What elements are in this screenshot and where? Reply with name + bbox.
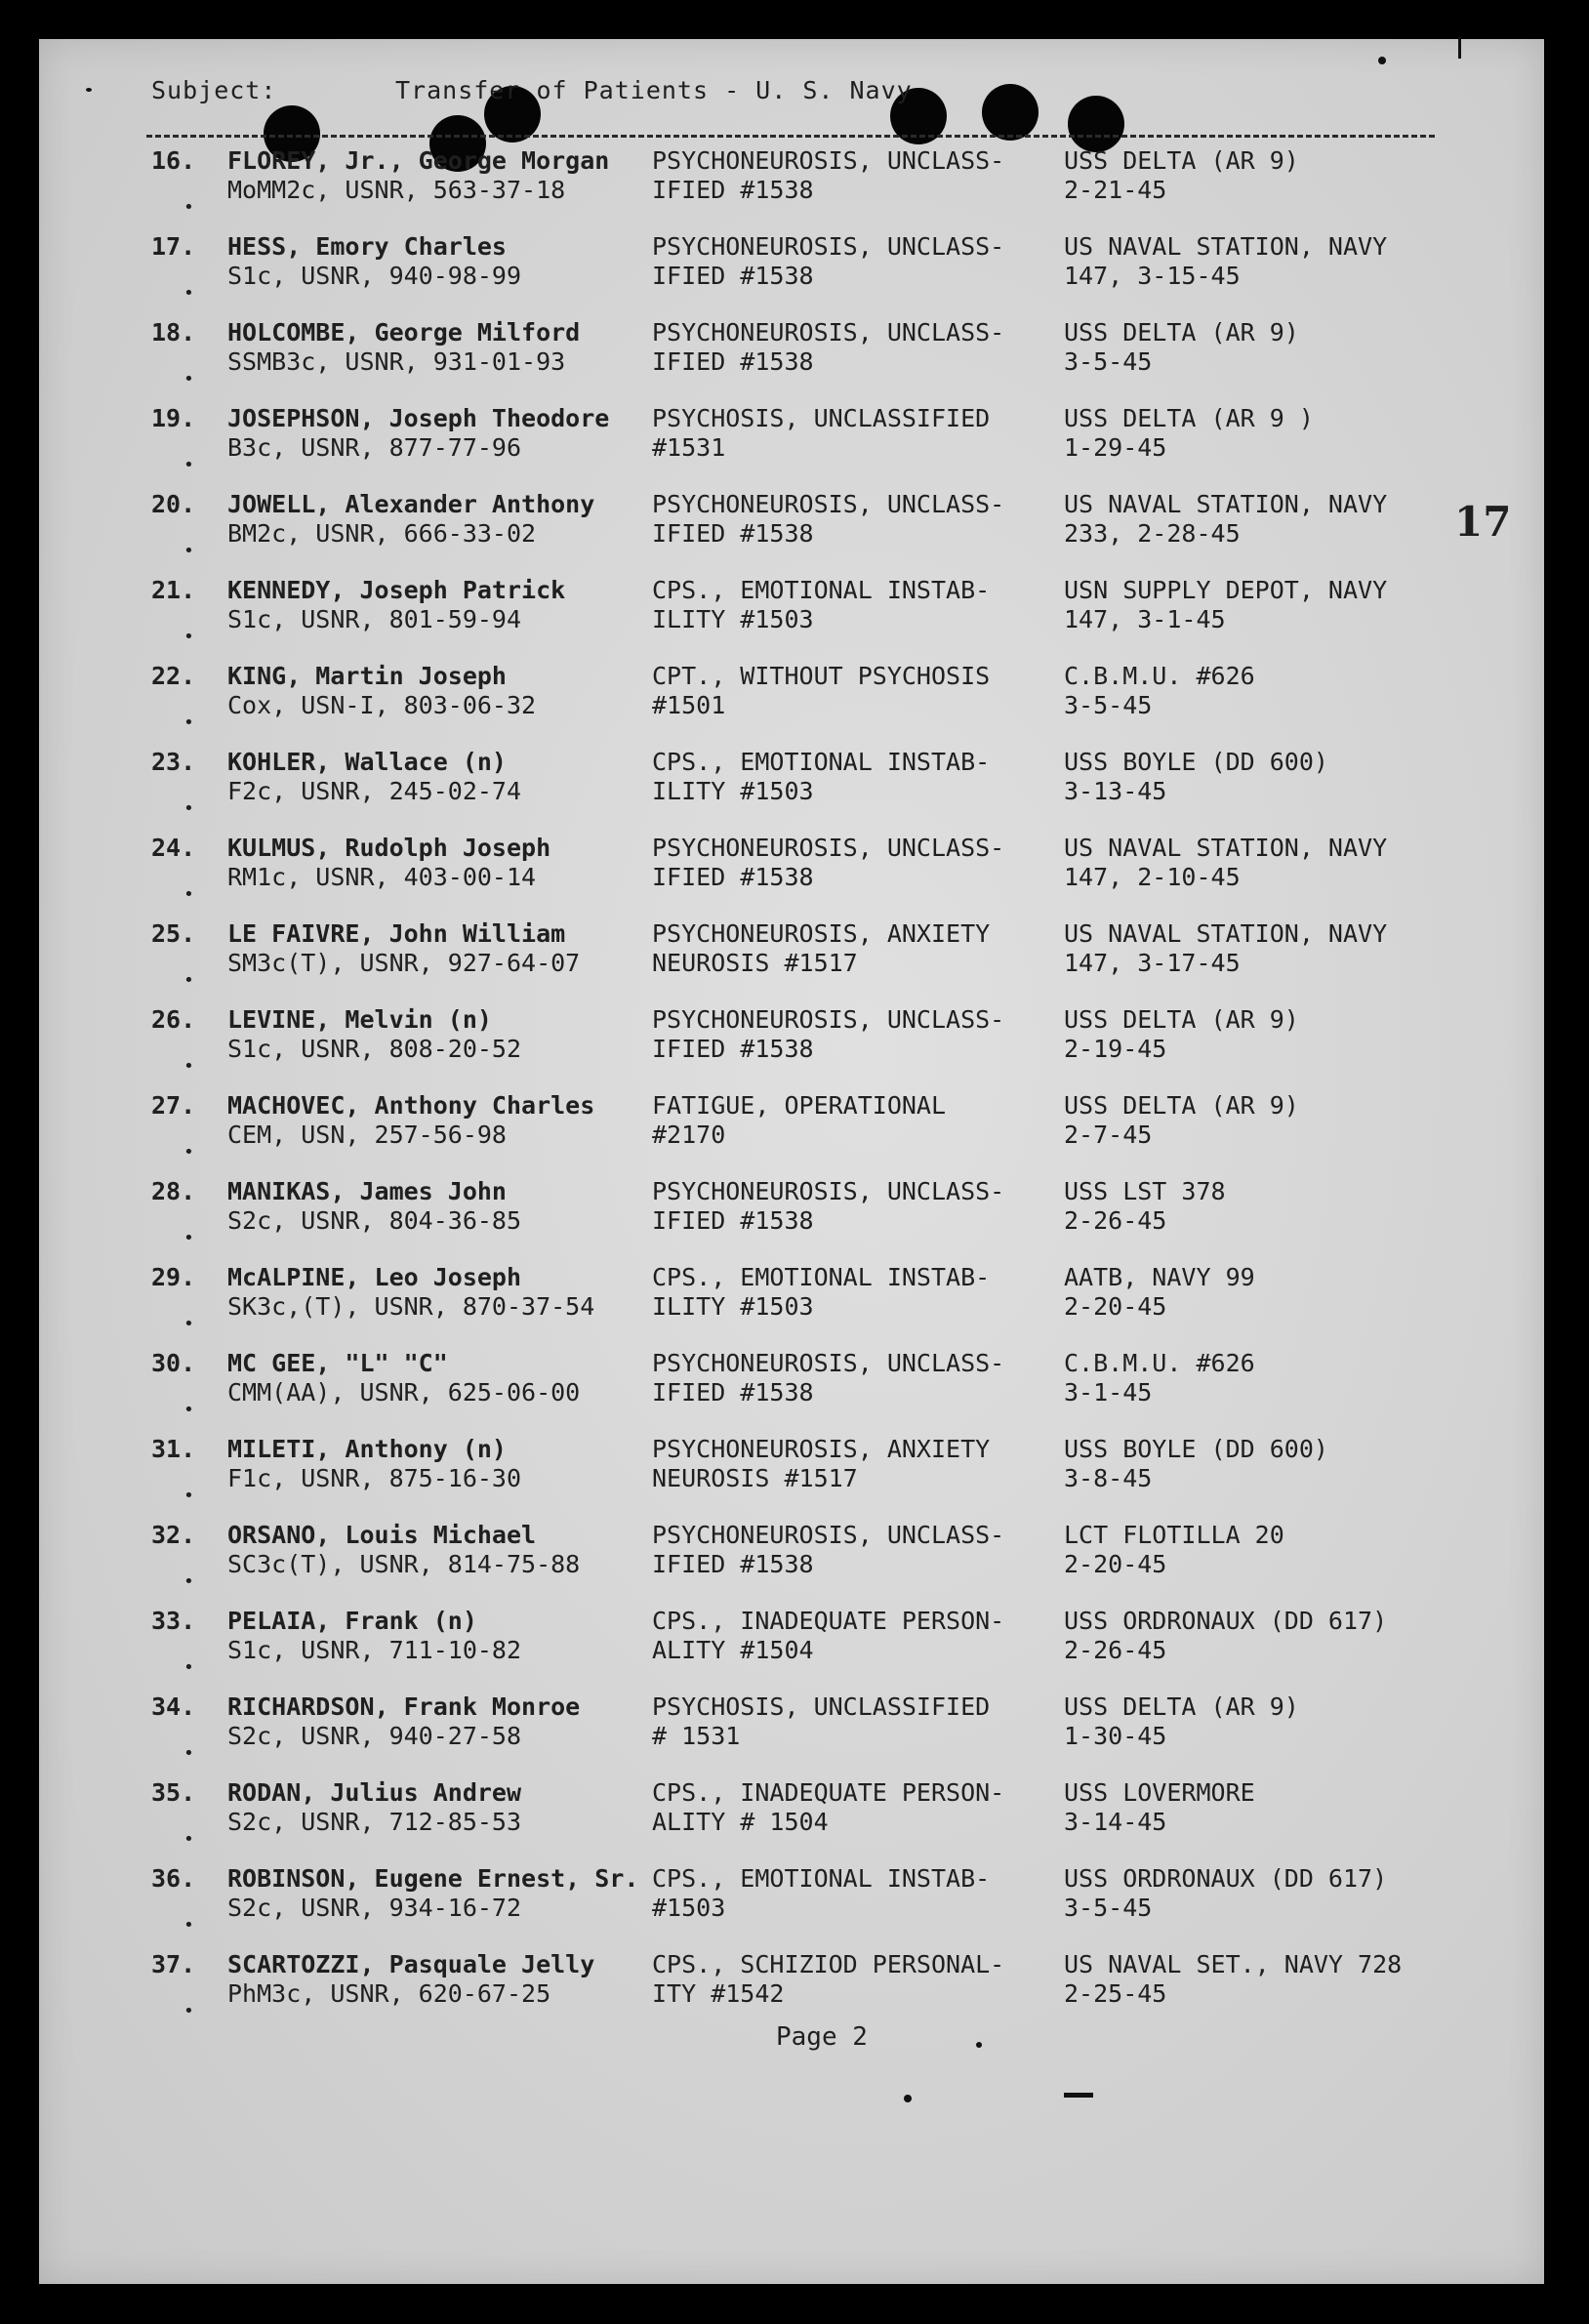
transfer-detail: 2-26-45	[1064, 1636, 1167, 1664]
diagnosis-line-1: PSYCHONEUROSIS, UNCLASS-	[652, 1349, 1005, 1377]
patient-name: KOHLER, Wallace (n)	[227, 748, 507, 776]
entry-number: 34.	[151, 1692, 196, 1721]
transfer-destination: C.B.M.U. #626	[1064, 662, 1255, 690]
patient-entry	[0, 748, 1589, 834]
entry-number: 35.	[151, 1778, 196, 1807]
entry-number: 24.	[151, 834, 196, 862]
diagnosis-line-2: IFIED #1538	[652, 176, 814, 204]
diagnosis-line-2: NEUROSIS #1517	[652, 1464, 858, 1492]
patient-name: SCARTOZZI, Pasquale Jelly	[227, 1950, 595, 1978]
transfer-detail: 3-14-45	[1064, 1808, 1167, 1836]
subject-text: Transfer of Patients - U. S. Navy	[395, 76, 913, 104]
transfer-detail: 3-5-45	[1064, 347, 1153, 376]
diagnosis-line-2: ALITY #1504	[652, 1636, 814, 1664]
diagnosis-line-1: PSYCHONEUROSIS, ANXIETY	[652, 1435, 991, 1463]
diagnosis-line-2: IFIED #1538	[652, 863, 814, 891]
entry-number: 27.	[151, 1091, 196, 1120]
diagnosis-line-1: FATIGUE, OPERATIONAL	[652, 1091, 947, 1120]
entry-number: 19.	[151, 404, 196, 432]
bullet-dot: •	[183, 197, 194, 218]
patient-entry	[0, 1864, 1589, 1950]
transfer-detail: 147, 3-15-45	[1064, 262, 1241, 290]
patient-entry	[0, 232, 1589, 318]
diagnosis-line-1: CPS., EMOTIONAL INSTAB-	[652, 1864, 991, 1893]
diagnosis-line-2: #1501	[652, 691, 726, 719]
patient-entry	[0, 1177, 1589, 1263]
transfer-destination: USS LOVERMORE	[1064, 1778, 1255, 1807]
patient-name: FLOREY, Jr., George Morgan	[227, 146, 610, 175]
entry-number: 29.	[151, 1263, 196, 1291]
diagnosis-line-2: ILITY #1503	[652, 777, 814, 805]
patient-rank-service-number: MoMM2c, USNR, 563-37-18	[227, 176, 566, 204]
transfer-destination: USS DELTA (AR 9)	[1064, 1091, 1299, 1120]
patient-rank-service-number: S2c, USNR, 940-27-58	[227, 1722, 522, 1750]
diagnosis-line-2: IFIED #1538	[652, 519, 814, 548]
transfer-detail: 3-5-45	[1064, 691, 1153, 719]
patient-name: PELAIA, Frank (n)	[227, 1607, 477, 1635]
patient-entry	[0, 1692, 1589, 1778]
transfer-detail: 147, 3-17-45	[1064, 949, 1241, 977]
patient-name: ROBINSON, Eugene Ernest, Sr.	[227, 1864, 639, 1893]
diagnosis-line-1: PSYCHONEUROSIS, UNCLASS-	[652, 1521, 1005, 1549]
diagnosis-line-2: #2170	[652, 1121, 726, 1149]
speck-mark	[86, 88, 92, 92]
bullet-dot: •	[183, 970, 194, 991]
speck-mark	[1378, 57, 1386, 64]
bullet-dot: •	[183, 1400, 194, 1420]
patient-name: KING, Martin Joseph	[227, 662, 507, 690]
patient-name: ORSANO, Louis Michael	[227, 1521, 537, 1549]
patient-name: MANIKAS, James John	[227, 1177, 507, 1205]
bullet-dot: •	[183, 283, 194, 304]
speck-mark	[1064, 2093, 1093, 2098]
patient-rank-service-number: SM3c(T), USNR, 927-64-07	[227, 949, 581, 977]
transfer-destination: USS ORDRONAUX (DD 617)	[1064, 1864, 1388, 1893]
diagnosis-line-1: PSYCHONEUROSIS, UNCLASS-	[652, 1005, 1005, 1034]
transfer-detail: 3-8-45	[1064, 1464, 1153, 1492]
transfer-detail: 1-29-45	[1064, 433, 1167, 462]
patient-name: KULMUS, Rudolph Joseph	[227, 834, 551, 862]
transfer-destination: US NAVAL STATION, NAVY	[1064, 834, 1388, 862]
patient-entry	[0, 318, 1589, 404]
header-divider	[146, 135, 1435, 138]
entry-number: 33.	[151, 1607, 196, 1635]
diagnosis-line-2: #1503	[652, 1894, 726, 1922]
diagnosis-line-2: IFIED #1538	[652, 1378, 814, 1407]
transfer-destination: US NAVAL STATION, NAVY	[1064, 490, 1388, 518]
diagnosis-line-2: IFIED #1538	[652, 347, 814, 376]
patient-entry	[0, 1778, 1589, 1864]
bullet-dot: •	[183, 1314, 194, 1334]
page-footer: Page 2	[776, 2022, 868, 2052]
patient-rank-service-number: S2c, USNR, 712-85-53	[227, 1808, 522, 1836]
diagnosis-line-2: ILITY #1503	[652, 605, 814, 633]
entry-number: 21.	[151, 576, 196, 604]
diagnosis-line-2: # 1531	[652, 1722, 741, 1750]
patient-rank-service-number: SK3c,(T), USNR, 870-37-54	[227, 1292, 595, 1321]
diagnosis-line-2: ALITY # 1504	[652, 1808, 829, 1836]
transfer-detail: 2-25-45	[1064, 1979, 1167, 2008]
bullet-dot: •	[183, 455, 194, 475]
diagnosis-line-1: PSYCHONEUROSIS, UNCLASS-	[652, 1177, 1005, 1205]
diagnosis-line-1: CPS., EMOTIONAL INSTAB-	[652, 576, 991, 604]
patient-name: McALPINE, Leo Joseph	[227, 1263, 522, 1291]
entry-number: 31.	[151, 1435, 196, 1463]
entry-number: 32.	[151, 1521, 196, 1549]
diagnosis-line-1: PSYCHONEUROSIS, UNCLASS-	[652, 318, 1005, 347]
entry-number: 23.	[151, 748, 196, 776]
patient-rank-service-number: S1c, USNR, 711-10-82	[227, 1636, 522, 1664]
patient-name: JOWELL, Alexander Anthony	[227, 490, 595, 518]
transfer-detail: 147, 2-10-45	[1064, 863, 1241, 891]
diagnosis-line-2: #1531	[652, 433, 726, 462]
transfer-detail: 3-13-45	[1064, 777, 1167, 805]
patient-entry	[0, 662, 1589, 748]
transfer-destination: C.B.M.U. #626	[1064, 1349, 1255, 1377]
patient-name: RODAN, Julius Andrew	[227, 1778, 522, 1807]
diagnosis-line-1: CPS., EMOTIONAL INSTAB-	[652, 1263, 991, 1291]
speck-mark	[976, 2042, 982, 2048]
transfer-destination: US NAVAL STATION, NAVY	[1064, 919, 1388, 948]
patient-entry	[0, 576, 1589, 662]
bullet-dot: •	[183, 884, 194, 905]
patient-rank-service-number: CEM, USN, 257-56-98	[227, 1121, 507, 1149]
patient-rank-service-number: SSMB3c, USNR, 931-01-93	[227, 347, 566, 376]
patient-name: RICHARDSON, Frank Monroe	[227, 1692, 581, 1721]
entry-number: 18.	[151, 318, 196, 347]
diagnosis-line-1: CPS., SCHIZIOD PERSONAL-	[652, 1950, 1005, 1978]
diagnosis-line-1: PSYCHOSIS, UNCLASSIFIED	[652, 1692, 991, 1721]
entry-number: 20.	[151, 490, 196, 518]
patient-rank-service-number: S2c, USNR, 804-36-85	[227, 1206, 522, 1235]
diagnosis-line-1: PSYCHONEUROSIS, ANXIETY	[652, 919, 991, 948]
transfer-detail: 2-7-45	[1064, 1121, 1153, 1149]
bullet-dot: •	[183, 798, 194, 819]
bullet-dot: •	[183, 1056, 194, 1077]
patient-entry	[0, 1521, 1589, 1607]
patient-rank-service-number: S1c, USNR, 808-20-52	[227, 1035, 522, 1063]
patient-name: HESS, Emory Charles	[227, 232, 507, 261]
patient-name: KENNEDY, Joseph Patrick	[227, 576, 566, 604]
transfer-detail: 2-19-45	[1064, 1035, 1167, 1063]
diagnosis-line-1: PSYCHONEUROSIS, UNCLASS-	[652, 834, 1005, 862]
transfer-destination: LCT FLOTILLA 20	[1064, 1521, 1284, 1549]
transfer-detail: 2-21-45	[1064, 176, 1167, 204]
subject-label: Subject:	[151, 76, 277, 104]
patient-name: HOLCOMBE, George Milford	[227, 318, 581, 347]
entry-number: 28.	[151, 1177, 196, 1205]
transfer-destination: US NAVAL SET., NAVY 728	[1064, 1950, 1403, 1978]
patient-rank-service-number: S1c, USNR, 801-59-94	[227, 605, 522, 633]
patient-entry	[0, 1349, 1589, 1435]
punch-hole	[1068, 96, 1124, 152]
entry-number: 16.	[151, 146, 196, 175]
transfer-destination: USS DELTA (AR 9)	[1064, 1692, 1299, 1721]
punch-hole	[982, 84, 1039, 141]
bullet-dot: •	[183, 1915, 194, 1936]
patient-rank-service-number: S1c, USNR, 940-98-99	[227, 262, 522, 290]
transfer-destination: USN SUPPLY DEPOT, NAVY	[1064, 576, 1388, 604]
speck-mark	[904, 2095, 912, 2102]
bullet-dot: •	[183, 1142, 194, 1162]
entry-number: 22.	[151, 662, 196, 690]
transfer-detail: 3-5-45	[1064, 1894, 1153, 1922]
transfer-destination: US NAVAL STATION, NAVY	[1064, 232, 1388, 261]
diagnosis-line-2: IFIED #1538	[652, 1206, 814, 1235]
transfer-destination: USS BOYLE (DD 600)	[1064, 1435, 1328, 1463]
patient-name: MILETI, Anthony (n)	[227, 1435, 507, 1463]
patient-name: MACHOVEC, Anthony Charles	[227, 1091, 595, 1120]
diagnosis-line-1: PSYCHONEUROSIS, UNCLASS-	[652, 146, 1005, 175]
entry-number: 36.	[151, 1864, 196, 1893]
diagnosis-line-1: CPS., INADEQUATE PERSON-	[652, 1778, 1005, 1807]
bullet-dot: •	[183, 627, 194, 647]
bullet-dot: •	[183, 1829, 194, 1850]
patient-rank-service-number: RM1c, USNR, 403-00-14	[227, 863, 537, 891]
bullet-dot: •	[183, 369, 194, 389]
transfer-destination: USS BOYLE (DD 600)	[1064, 748, 1328, 776]
bullet-dot: •	[183, 1743, 194, 1764]
patient-entry	[0, 146, 1589, 232]
transfer-destination: USS ORDRONAUX (DD 617)	[1064, 1607, 1388, 1635]
transfer-detail: 233, 2-28-45	[1064, 519, 1241, 548]
transfer-destination: USS DELTA (AR 9 )	[1064, 404, 1314, 432]
patient-entry	[0, 404, 1589, 490]
patient-entry	[0, 1005, 1589, 1091]
patient-rank-service-number: CMM(AA), USNR, 625-06-00	[227, 1378, 581, 1407]
entry-number: 17.	[151, 232, 196, 261]
diagnosis-line-1: PSYCHONEUROSIS, UNCLASS-	[652, 490, 1005, 518]
bullet-dot: •	[183, 541, 194, 561]
entry-number: 25.	[151, 919, 196, 948]
bullet-dot: •	[183, 1486, 194, 1506]
entry-number: 37.	[151, 1950, 196, 1978]
patient-rank-service-number: F2c, USNR, 245-02-74	[227, 777, 522, 805]
patient-name: LEVINE, Melvin (n)	[227, 1005, 492, 1034]
transfer-destination: USS DELTA (AR 9)	[1064, 1005, 1299, 1034]
speck-mark	[1458, 37, 1461, 59]
diagnosis-line-1: PSYCHOSIS, UNCLASSIFIED	[652, 404, 991, 432]
patient-entry	[0, 919, 1589, 1005]
diagnosis-line-1: CPS., INADEQUATE PERSON-	[652, 1607, 1005, 1635]
diagnosis-line-1: PSYCHONEUROSIS, UNCLASS-	[652, 232, 1005, 261]
transfer-detail: 1-30-45	[1064, 1722, 1167, 1750]
bullet-dot: •	[183, 1657, 194, 1678]
patient-entry	[0, 1091, 1589, 1177]
patient-rank-service-number: B3c, USNR, 877-77-96	[227, 433, 522, 462]
bullet-dot: •	[183, 2001, 194, 2021]
diagnosis-line-2: IFIED #1538	[652, 1550, 814, 1578]
patient-rank-service-number: PhM3c, USNR, 620-67-25	[227, 1979, 551, 2008]
diagnosis-line-1: CPT., WITHOUT PSYCHOSIS	[652, 662, 991, 690]
margin-page-number: 17	[1454, 498, 1512, 546]
patient-rank-service-number: Cox, USN-I, 803-06-32	[227, 691, 537, 719]
entry-number: 30.	[151, 1349, 196, 1377]
transfer-detail: 147, 3-1-45	[1064, 605, 1226, 633]
patient-name: MC GEE, "L" "C"	[227, 1349, 448, 1377]
entry-number: 26.	[151, 1005, 196, 1034]
diagnosis-line-1: CPS., EMOTIONAL INSTAB-	[652, 748, 991, 776]
patient-rank-service-number: BM2c, USNR, 666-33-02	[227, 519, 537, 548]
transfer-detail: 2-26-45	[1064, 1206, 1167, 1235]
patient-entry	[0, 490, 1589, 576]
diagnosis-line-2: ITY #1542	[652, 1979, 785, 2008]
patient-rank-service-number: S2c, USNR, 934-16-72	[227, 1894, 522, 1922]
transfer-destination: USS LST 378	[1064, 1177, 1226, 1205]
transfer-detail: 2-20-45	[1064, 1550, 1167, 1578]
patient-name: JOSEPHSON, Joseph Theodore	[227, 404, 610, 432]
bullet-dot: •	[183, 1228, 194, 1248]
patient-entry	[0, 1607, 1589, 1692]
bullet-dot: •	[183, 713, 194, 733]
transfer-detail: 2-20-45	[1064, 1292, 1167, 1321]
transfer-detail: 3-1-45	[1064, 1378, 1153, 1407]
transfer-destination: USS DELTA (AR 9)	[1064, 146, 1299, 175]
diagnosis-line-2: IFIED #1538	[652, 262, 814, 290]
transfer-destination: USS DELTA (AR 9)	[1064, 318, 1299, 347]
patient-rank-service-number: F1c, USNR, 875-16-30	[227, 1464, 522, 1492]
diagnosis-line-2: ILITY #1503	[652, 1292, 814, 1321]
diagnosis-line-2: NEUROSIS #1517	[652, 949, 858, 977]
patient-rank-service-number: SC3c(T), USNR, 814-75-88	[227, 1550, 581, 1578]
bullet-dot: •	[183, 1571, 194, 1592]
patient-entry	[0, 1435, 1589, 1521]
transfer-destination: AATB, NAVY 99	[1064, 1263, 1255, 1291]
patient-entry	[0, 1263, 1589, 1349]
patient-name: LE FAIVRE, John William	[227, 919, 566, 948]
diagnosis-line-2: IFIED #1538	[652, 1035, 814, 1063]
patient-entry	[0, 834, 1589, 919]
